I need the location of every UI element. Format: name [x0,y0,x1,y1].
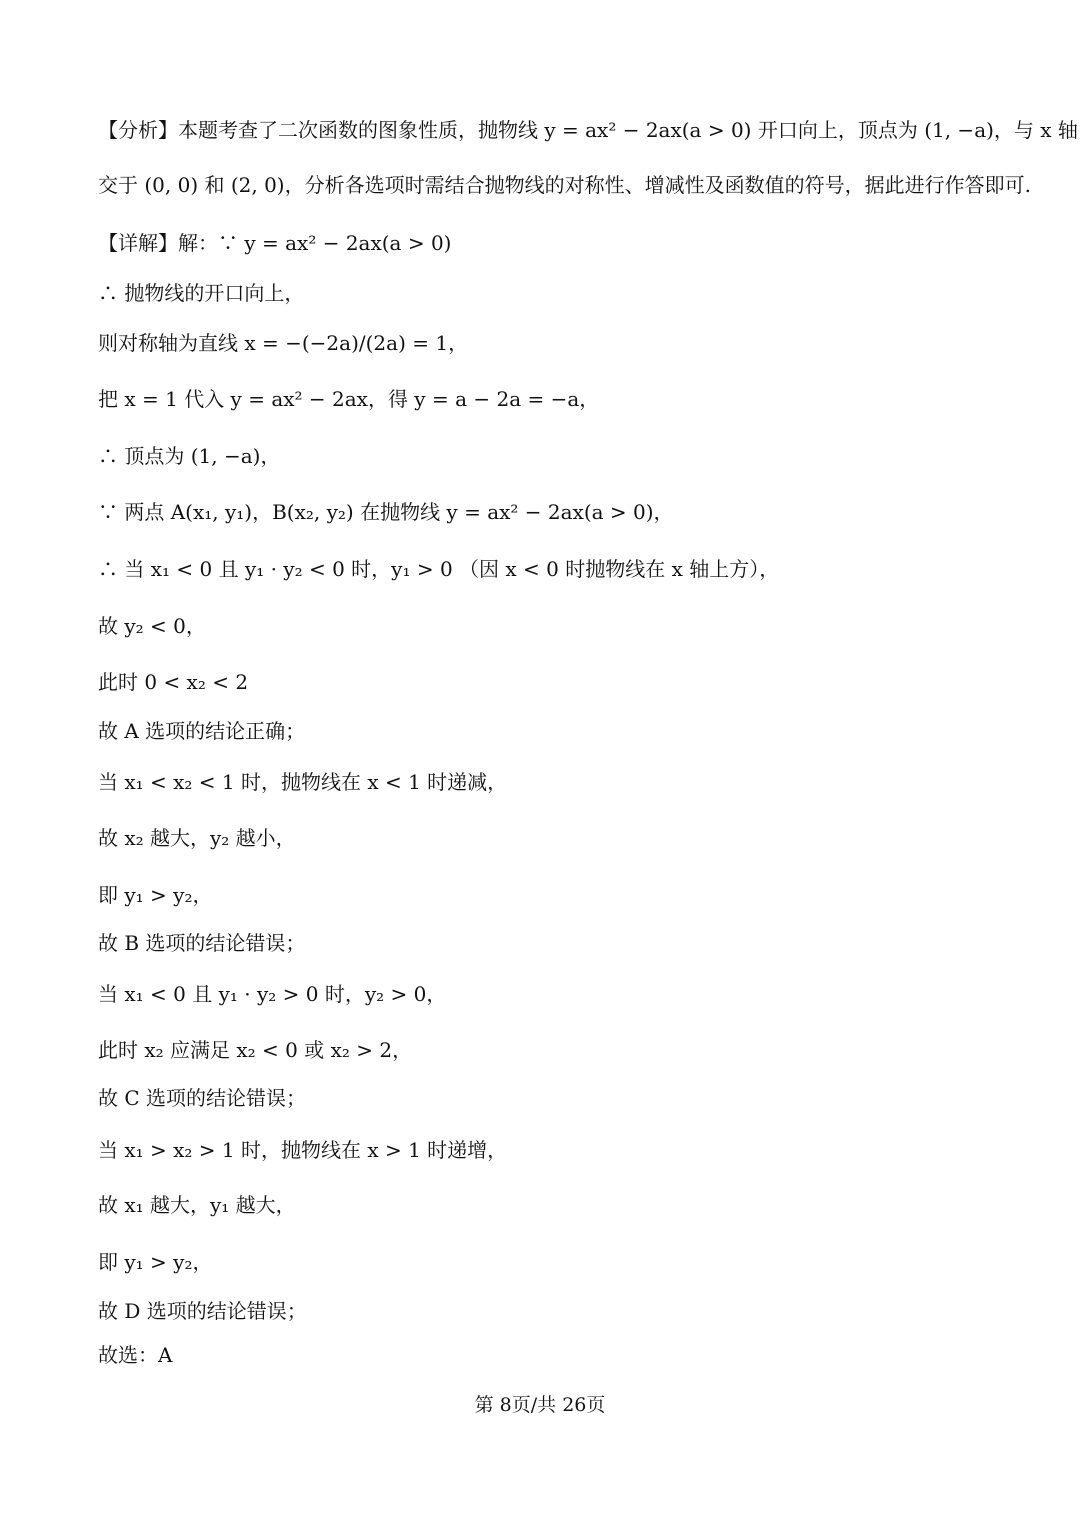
detail-line-7: ∴ 当 x₁ < 0 且 y₁ · y₂ < 0 时，y₁ > 0 （因 x < 0 时抛物线在 x 轴上方）， [98,557,780,581]
detail-line-10: 故 A 选项的结论正确； [98,719,306,743]
detail-line-18: 当 x₁ > x₂ > 1 时，抛物线在 x > 1 时递增， [98,1138,508,1162]
detail-line-17: 故 C 选项的结论错误； [98,1086,307,1110]
detail-line-5: ∴ 顶点为 (1, −a)， [98,444,281,468]
detail-line-15: 当 x₁ < 0 且 y₁ · y₂ > 0 时，y₂ > 0， [98,982,447,1006]
detail-line-4: 把 x = 1 代入 y = ax² − 2ax，得 y = a − 2a = −a， [98,387,600,411]
detail-line-9: 此时 0 < x₂ < 2 [98,670,249,694]
analysis-line-2: 交于 (0, 0) 和 (2, 0)，分析各选项时需结合抛物线的对称性、增减性及函数值的符号，据此进行作答即可. [98,173,1031,197]
detail-line-16: 此时 x₂ 应满足 x₂ < 0 或 x₂ > 2， [98,1038,413,1062]
detail-line-11: 当 x₁ < x₂ < 1 时，抛物线在 x < 1 时递减， [98,770,508,794]
detail-line-12: 故 x₂ 越大，y₂ 越小， [98,826,296,850]
detail-line-14: 故 B 选项的结论错误； [98,931,306,955]
detail-line-20: 即 y₁ > y₂， [98,1250,213,1274]
detail-line-8: 故 y₂ < 0， [98,614,206,638]
detail-line-2: ∴ 抛物线的开口向上， [98,281,305,305]
detail-line-19: 故 x₁ 越大，y₁ 越大， [98,1193,296,1217]
detail-line-13: 即 y₁ > y₂， [98,883,213,907]
page-footer: 第 8页/共 26页 [474,1394,606,1416]
detail-line-6: ∵ 两点 A(x₁, y₁)，B(x₂, y₂) 在抛物线 y = ax² − 2ax(a > 0)， [98,500,674,524]
detail-line-21: 故 D 选项的结论错误； [98,1299,307,1323]
detail-line-22: 故选：A [98,1343,173,1367]
detail-line-3: 则对称轴为直线 x = −(−2a)/(2a) = 1， [98,331,469,355]
analysis-line-1: 【分析】本题考查了二次函数的图象性质，抛物线 y = ax² − 2ax(a > 0) 开口向上，顶点为 (1, −a)，与 x 轴 [98,118,1078,142]
detail-line-1: 【详解】解：∵ y = ax² − 2ax(a > 0) [98,231,452,255]
